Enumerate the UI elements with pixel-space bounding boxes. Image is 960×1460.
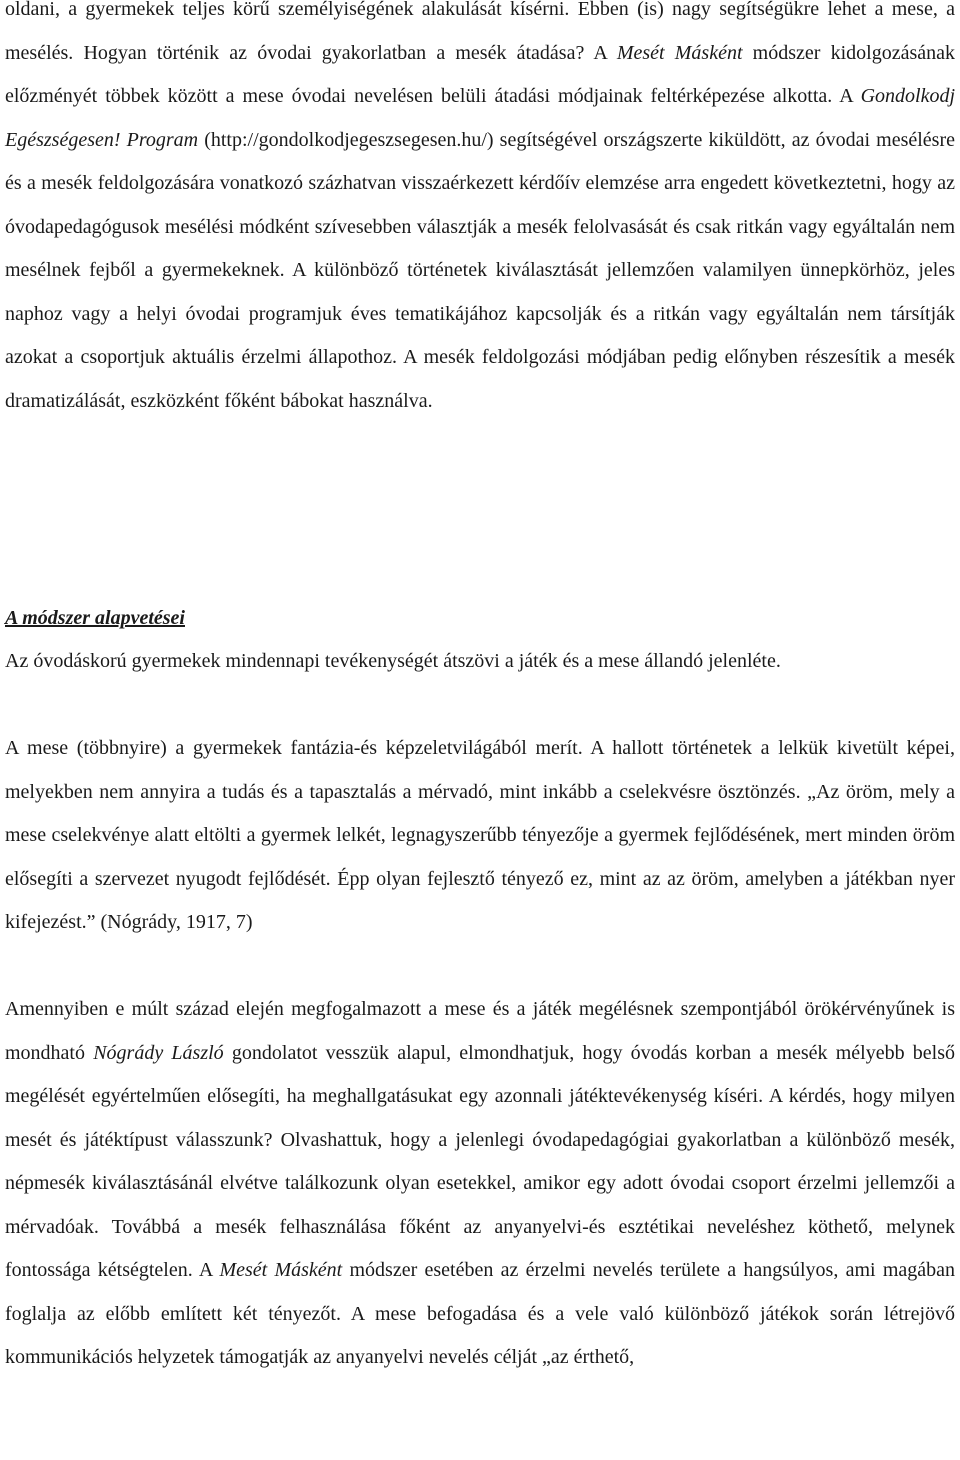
section-heading: A módszer alapvetései <box>5 607 185 629</box>
program-name-emphasis: Gondolkodj Egészségesen! Program <box>5 85 955 151</box>
paragraph-text: (http://gondolkodjegeszsegesen.hu/) segítségével országszerte kiküldött, az óvodai mesélésre és a mesék feldolgozására vonatkozó százhatvan visszaérkezett kérdőív elemzése arra engedett következtetni, hogy az óvodapedagógusok mesélési módként szívesebben választják a mesék felolvasását és csak ritkán vagy egyáltalán nem mesélnek fejből a gyermekeknek. A különböző történetek kiválasztását jellemzően valamilyen ünnepkörhöz, jeles naphoz vagy a helyi óvodai programjuk éves tematikájához kapcsolják és a ritkán vagy egyáltalán nem társítják azokat a csoportjuk aktuális érzelmi állapothoz. A mesék feldolgozási módjában pedig előnyben részesítik a mesék dramatizálását, eszközként főként bábokat használva. <box>5 128 955 412</box>
paragraph-text: módszer esetében az érzelmi nevelés területe a hangsúlyos, ami magában foglalja az előbb említett két tényezőt. A mese befogadása és a vele való különböző játékok során létrejövő kommunikációs helyzetek támogatják az anyanyelvi nevelés célját „az érthető, <box>5 1259 956 1368</box>
paragraph-text: oldani, a gyermekek teljes körű személyiségének alakulását kísérni. Ebben (is) nagy segítségükre lehet a mese, a mesélés. Hogyan történik az óvodai gyakorlatban a mesék átadása? A <box>5 0 955 64</box>
author-name-emphasis: Nógrády László <box>93 1041 224 1064</box>
paragraph-text: módszer kidolgozásának előzményét többek között a mese óvodai nevelésen belüli átadási módjainak feltérképezése alkotta. A <box>5 41 955 107</box>
paragraph-text: gondolatot vesszük alapul, elmondhatjuk, hogy óvodás korban a mesék mélyebb belső megélését egyértelműen elősegíti, ha meghallgatásukat egy azonnali játéktevékenység kíséri. A kérdés, hogy milyen mesét és játéktípust válasszunk? Olvashattuk, hogy a jelenlegi óvodapedagógiai gyakorlatban a különböző mesék, népmesék kiválasztásánál elvétve találkozunk olyan esetekkel, amikor egy adott óvodai csoport érzelmi jellemzői a mérvadóak. Továbbá a mesék felhasználása főként az anyanyelvi-és esztétikai neveléshez köthető, melynek fontossága kétségtelen. A <box>5 1041 956 1281</box>
method-name-emphasis: Mesét Másként <box>616 41 743 64</box>
paragraph-4 <box>5 988 955 1380</box>
paragraph-2: Az óvodáskorú gyermekek mindennapi tevékenységét átszövi a játék és a mese állandó jelenléte. <box>5 650 781 672</box>
intro-paragraph <box>5 0 955 423</box>
method-name-emphasis: Mesét Másként <box>219 1259 343 1281</box>
paragraph-text: Amennyiben e múlt század elején megfogalmazott a mese és a játék megélésnek szempontjából örökérvényűnek is mondható <box>5 998 955 1064</box>
paragraph-3: A mese (többnyire) a gyermekek fantázia-és képzeletvilágából merít. A hallott történetek a lelkük kivetült képei, melyekben nem annyira a tudás és a tapasztalás a mérvadó, mint inkább a cselekvésre ösztönzés. „Az öröm, mely a mese cselekvénye alatt eltölti a gyermek lelkét, legnagyszerűbb tényezője a gyermek fejlődésének, mert minden öröm elősegíti a szervezet nyugodt fejlődését. Épp olyan fejlesztő tényező ez, mint az az öröm, amelyben a játékban nyer kifejezést.” (Nógrády, 1917, 7) <box>5 737 955 933</box>
